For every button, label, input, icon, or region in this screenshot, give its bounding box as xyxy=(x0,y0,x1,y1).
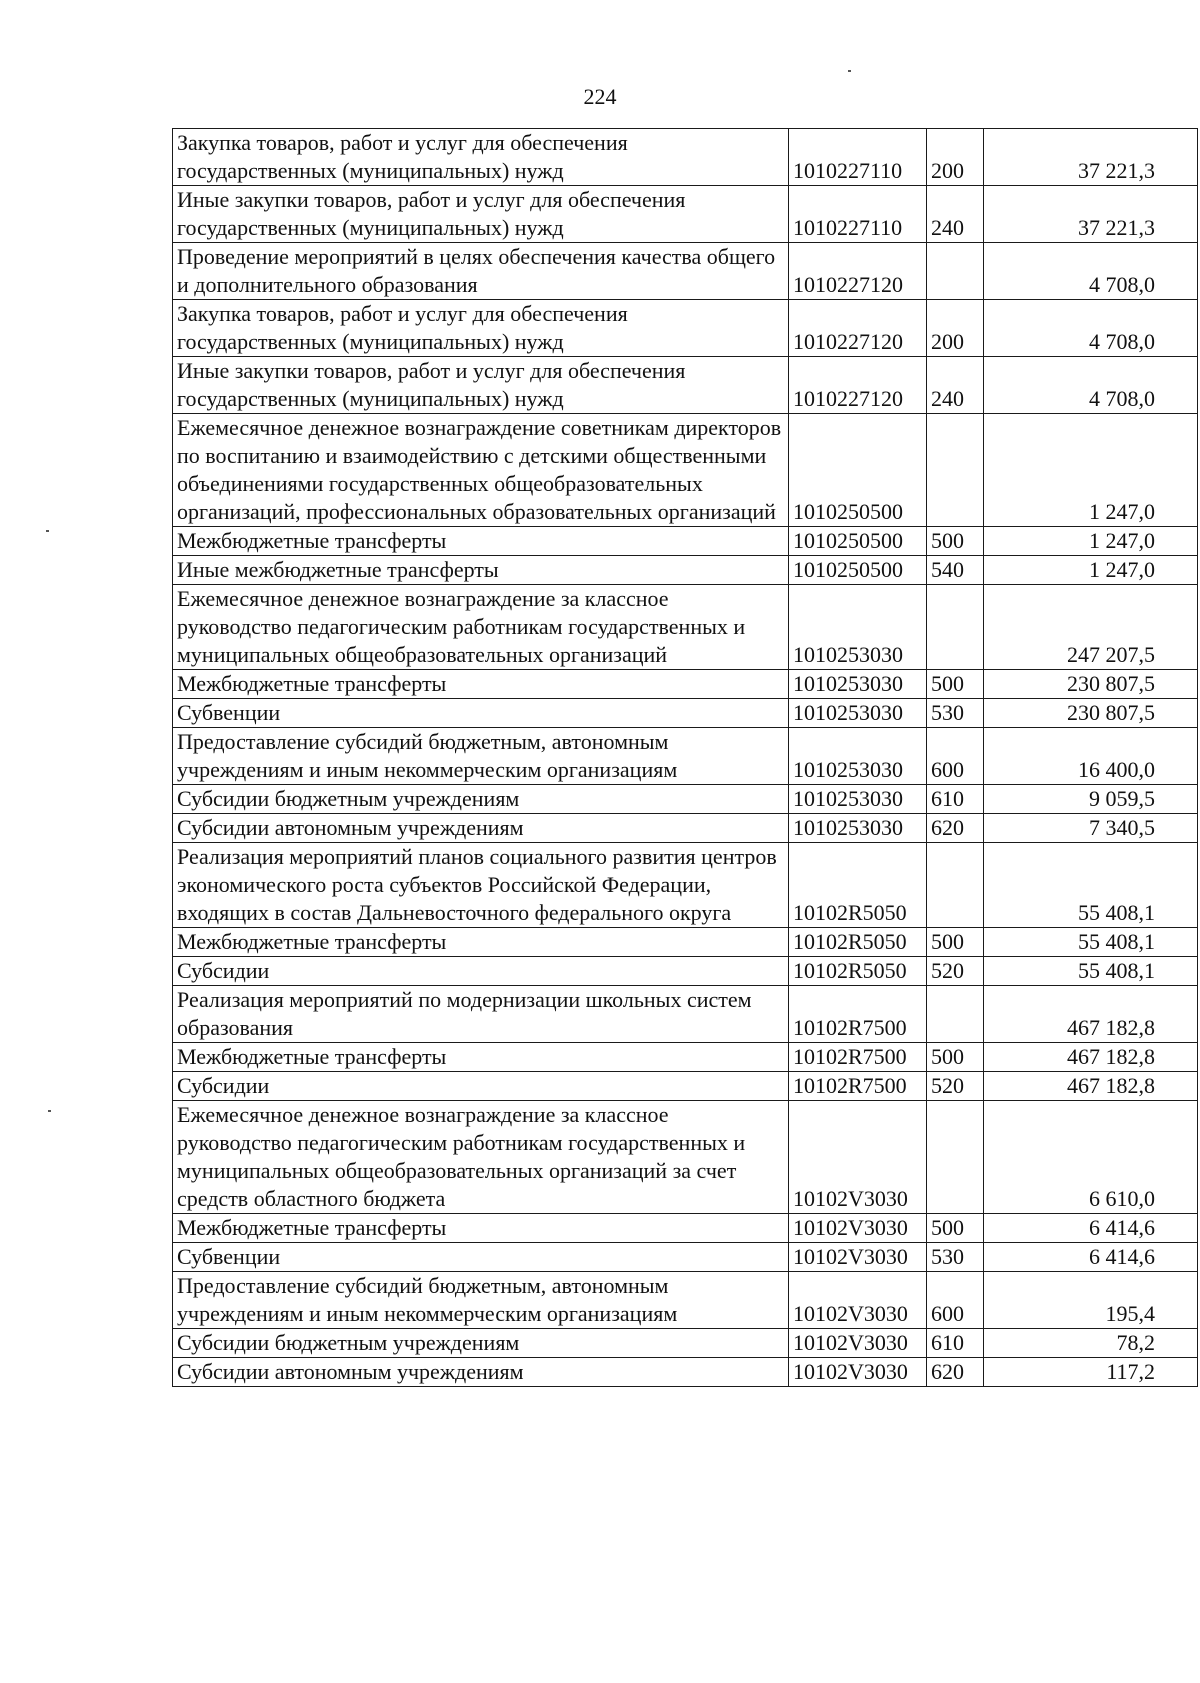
row-amount: 9 059,5 xyxy=(984,785,1198,814)
table-row xyxy=(173,129,1198,186)
table-row xyxy=(173,1101,1198,1214)
row-type: 600 xyxy=(927,1272,984,1329)
row-amount: 247 207,5 xyxy=(984,585,1198,670)
row-code: 1010253030 xyxy=(789,670,927,699)
table-row xyxy=(173,986,1198,1043)
budget-table xyxy=(172,128,1198,1387)
row-code: 10102V3030 xyxy=(789,1358,927,1387)
row-amount: 6 414,6 xyxy=(984,1214,1198,1243)
row-amount: 37 221,3 xyxy=(984,129,1198,186)
row-code: 1010227120 xyxy=(789,243,927,300)
row-amount: 7 340,5 xyxy=(984,814,1198,843)
row-name: Иные межбюджетные трансферты xyxy=(173,556,789,585)
table-row xyxy=(173,670,1198,699)
table-row xyxy=(173,928,1198,957)
row-code: 1010253030 xyxy=(789,699,927,728)
row-amount: 6 414,6 xyxy=(984,1243,1198,1272)
table-row xyxy=(173,1043,1198,1072)
row-code: 1010227120 xyxy=(789,300,927,357)
table-row xyxy=(173,785,1198,814)
row-name: Ежемесячное денежное вознаграждение советникам директоров по воспитанию и взаимодействию с детскими общественными объединениями государственных общеобразовательных организаций, профессиональных образовательных организаций xyxy=(173,414,789,527)
row-code: 10102R7500 xyxy=(789,986,927,1043)
row-type: 600 xyxy=(927,728,984,785)
table-row xyxy=(173,728,1198,785)
row-amount: 16 400,0 xyxy=(984,728,1198,785)
row-amount: 78,2 xyxy=(984,1329,1198,1358)
row-name: Межбюджетные трансферты xyxy=(173,1043,789,1072)
row-type xyxy=(927,585,984,670)
row-code: 1010253030 xyxy=(789,785,927,814)
row-amount: 230 807,5 xyxy=(984,699,1198,728)
table-row xyxy=(173,186,1198,243)
row-name: Ежемесячное денежное вознаграждение за классное руководство педагогическим работникам государственных и муниципальных общеобразовательных организаций за счет средств областного бюджета xyxy=(173,1101,789,1214)
row-name: Субвенции xyxy=(173,1243,789,1272)
row-code: 10102V3030 xyxy=(789,1101,927,1214)
row-type xyxy=(927,243,984,300)
row-amount: 55 408,1 xyxy=(984,928,1198,957)
row-code: 1010227110 xyxy=(789,186,927,243)
row-code: 10102V3030 xyxy=(789,1214,927,1243)
row-name: Межбюджетные трансферты xyxy=(173,527,789,556)
table-row xyxy=(173,814,1198,843)
row-amount: 117,2 xyxy=(984,1358,1198,1387)
table-row xyxy=(173,585,1198,670)
row-amount: 55 408,1 xyxy=(984,957,1198,986)
row-name: Реализация мероприятий планов социального развития центров экономического роста субъектов Российской Федерации, входящих в состав Дальневосточного федерального округа xyxy=(173,843,789,928)
row-code: 10102V3030 xyxy=(789,1329,927,1358)
row-name: Субсидии бюджетным учреждениям xyxy=(173,785,789,814)
row-amount: 4 708,0 xyxy=(984,243,1198,300)
table-row xyxy=(173,1358,1198,1387)
row-type: 610 xyxy=(927,1329,984,1358)
table-row xyxy=(173,300,1198,357)
row-type xyxy=(927,414,984,527)
row-amount: 37 221,3 xyxy=(984,186,1198,243)
row-amount: 1 247,0 xyxy=(984,527,1198,556)
row-type: 500 xyxy=(927,670,984,699)
table-row xyxy=(173,843,1198,928)
row-amount: 4 708,0 xyxy=(984,357,1198,414)
row-name: Предоставление субсидий бюджетным, автономным учреждениям и иным некоммерческим организациям xyxy=(173,728,789,785)
row-name: Субсидии xyxy=(173,1072,789,1101)
table-row xyxy=(173,1214,1198,1243)
row-amount: 6 610,0 xyxy=(984,1101,1198,1214)
row-name: Межбюджетные трансферты xyxy=(173,928,789,957)
row-type: 500 xyxy=(927,1043,984,1072)
row-code: 10102V3030 xyxy=(789,1243,927,1272)
row-amount: 195,4 xyxy=(984,1272,1198,1329)
row-name: Субсидии xyxy=(173,957,789,986)
row-type: 500 xyxy=(927,1214,984,1243)
row-type: 530 xyxy=(927,699,984,728)
row-type: 610 xyxy=(927,785,984,814)
row-type: 620 xyxy=(927,1358,984,1387)
row-code: 10102R7500 xyxy=(789,1043,927,1072)
row-name: Межбюджетные трансферты xyxy=(173,670,789,699)
row-type: 540 xyxy=(927,556,984,585)
row-code: 10102V3030 xyxy=(789,1272,927,1329)
row-code: 1010250500 xyxy=(789,527,927,556)
scan-speck xyxy=(46,530,49,532)
row-code: 10102R5050 xyxy=(789,843,927,928)
row-type xyxy=(927,1101,984,1214)
row-name: Ежемесячное денежное вознаграждение за классное руководство педагогическим работникам государственных и муниципальных общеобразовательных организаций xyxy=(173,585,789,670)
table-row xyxy=(173,699,1198,728)
page-number: 224 xyxy=(583,84,617,109)
table-row xyxy=(173,957,1198,986)
row-type: 200 xyxy=(927,300,984,357)
table-row xyxy=(173,1329,1198,1358)
row-amount: 467 182,8 xyxy=(984,986,1198,1043)
row-amount: 1 247,0 xyxy=(984,414,1198,527)
row-code: 10102R5050 xyxy=(789,957,927,986)
table-row xyxy=(173,357,1198,414)
table-row xyxy=(173,1272,1198,1329)
row-type xyxy=(927,986,984,1043)
row-type xyxy=(927,843,984,928)
row-type: 240 xyxy=(927,186,984,243)
row-name: Реализация мероприятий по модернизации школьных систем образования xyxy=(173,986,789,1043)
row-name: Субсидии автономным учреждениям xyxy=(173,814,789,843)
row-code: 1010253030 xyxy=(789,814,927,843)
row-type: 200 xyxy=(927,129,984,186)
row-amount: 4 708,0 xyxy=(984,300,1198,357)
table-row xyxy=(173,414,1198,527)
row-type: 240 xyxy=(927,357,984,414)
row-name: Иные закупки товаров, работ и услуг для обеспечения государственных (муниципальных) нужд xyxy=(173,186,789,243)
row-code: 1010253030 xyxy=(789,585,927,670)
row-code: 1010227110 xyxy=(789,129,927,186)
row-amount: 55 408,1 xyxy=(984,843,1198,928)
row-amount: 1 247,0 xyxy=(984,556,1198,585)
row-name: Межбюджетные трансферты xyxy=(173,1214,789,1243)
row-amount: 467 182,8 xyxy=(984,1072,1198,1101)
row-type: 500 xyxy=(927,527,984,556)
row-code: 10102R7500 xyxy=(789,1072,927,1101)
row-type: 520 xyxy=(927,957,984,986)
row-amount: 467 182,8 xyxy=(984,1043,1198,1072)
table-row xyxy=(173,1072,1198,1101)
row-name: Предоставление субсидий бюджетным, автономным учреждениям и иным некоммерческим организациям xyxy=(173,1272,789,1329)
row-type: 520 xyxy=(927,1072,984,1101)
row-amount: 230 807,5 xyxy=(984,670,1198,699)
row-code: 1010250500 xyxy=(789,556,927,585)
row-code: 1010253030 xyxy=(789,728,927,785)
row-code: 1010250500 xyxy=(789,414,927,527)
row-code: 10102R5050 xyxy=(789,928,927,957)
row-type: 620 xyxy=(927,814,984,843)
table-row xyxy=(173,556,1198,585)
row-name: Проведение мероприятий в целях обеспечения качества общего и дополнительного образования xyxy=(173,243,789,300)
row-type: 530 xyxy=(927,1243,984,1272)
table-row xyxy=(173,1243,1198,1272)
table-row xyxy=(173,243,1198,300)
scan-speck xyxy=(48,1110,51,1112)
row-name: Субсидии бюджетным учреждениям xyxy=(173,1329,789,1358)
row-name: Закупка товаров, работ и услуг для обеспечения государственных (муниципальных) нужд xyxy=(173,300,789,357)
row-name: Субсидии автономным учреждениям xyxy=(173,1358,789,1387)
row-type: 500 xyxy=(927,928,984,957)
row-name: Закупка товаров, работ и услуг для обеспечения государственных (муниципальных) нужд xyxy=(173,129,789,186)
row-name: Иные закупки товаров, работ и услуг для обеспечения государственных (муниципальных) нужд xyxy=(173,357,789,414)
row-name: Субвенции xyxy=(173,699,789,728)
scan-speck xyxy=(848,70,851,72)
table-row xyxy=(173,527,1198,556)
row-code: 1010227120 xyxy=(789,357,927,414)
budget-table-body xyxy=(173,129,1198,1387)
